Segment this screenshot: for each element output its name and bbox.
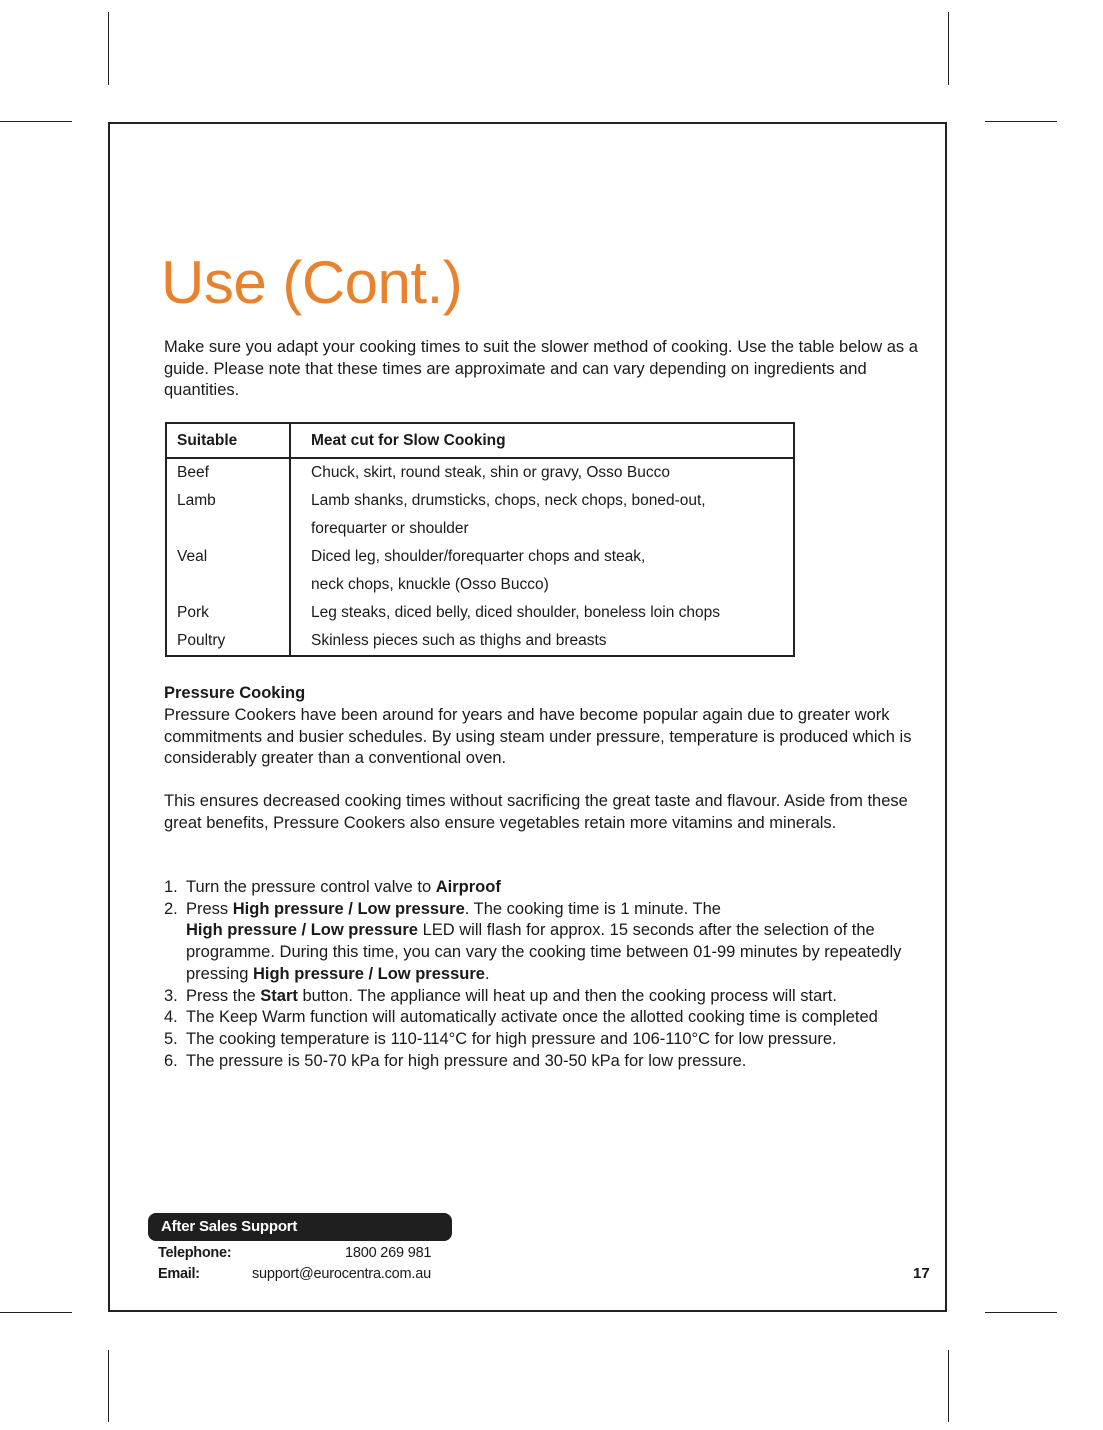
pressure-cooking-heading: Pressure Cooking <box>164 684 306 702</box>
table-row <box>166 571 794 599</box>
page-number: 17 <box>913 1265 930 1282</box>
crop-mark <box>108 12 109 85</box>
table-cell: Pork <box>166 599 290 627</box>
step-text: . The cooking time is 1 minute. The <box>464 899 721 918</box>
table-cell: Beef <box>166 458 290 487</box>
table-row <box>166 515 794 543</box>
table-cell <box>166 571 290 599</box>
pressure-paragraph-1: Pressure Cookers have been around for years and have become popular again due to greater work commitments and busier schedules. By using steam under pressure, temperature is produced which is considerably greater than a conventional oven. <box>164 706 912 768</box>
table-row <box>166 627 794 656</box>
crop-mark <box>0 121 72 122</box>
step-text: The cooking temperature is 110-114°C for high pressure and 106-110°C for low pressure. <box>186 1029 837 1048</box>
step-bold-text: High pressure / Low pressure <box>252 964 485 983</box>
crop-mark <box>0 1312 72 1313</box>
table-row <box>166 458 794 487</box>
crop-mark <box>948 12 949 85</box>
step-number: 5. <box>164 1029 178 1048</box>
email-address: support@eurocentra.com.au <box>252 1266 431 1282</box>
table-cell: Veal <box>166 543 290 571</box>
intro-paragraph: Make sure you adapt your cooking times to suit the slower method of cooking. Use the table below as a guide. Please note that these times are approximate and can vary depending on ingredients and quantities. <box>164 338 918 400</box>
table-row <box>166 487 794 515</box>
table-cell: Diced leg, shoulder/forequarter chops and steak, <box>311 548 646 565</box>
table-cell <box>166 515 290 543</box>
step-bold-text: Airproof <box>435 878 501 896</box>
telephone-number: 1800 269 981 <box>345 1245 432 1261</box>
pressure-steps-list <box>164 877 924 1072</box>
table-row <box>166 543 794 571</box>
table-cell: Lamb <box>166 487 290 515</box>
table-cell: forequarter or shoulder <box>311 520 469 537</box>
table-cell: Leg steaks, diced belly, diced shoulder, boneless loin chops <box>311 604 721 621</box>
crop-mark <box>985 121 1057 122</box>
crop-mark <box>948 1350 949 1422</box>
step-number: 3. <box>164 986 178 1005</box>
step-number: 4. <box>164 1008 178 1027</box>
list-item <box>164 986 924 1008</box>
list-item <box>164 877 924 899</box>
step-text: LED will flash for approx. 15 seconds after the selection of the programme. During this time, you can vary the cooking time between 01-99 minutes by repeatedly pressing <box>186 921 902 983</box>
after-sales-support-banner: After Sales Support <box>148 1213 452 1241</box>
step-text: Turn the pressure control valve to <box>186 878 436 896</box>
email-label: Email: <box>158 1266 200 1282</box>
table-cell: Skinless pieces such as thighs and breasts <box>311 632 607 649</box>
step-bold-text: High pressure / Low pressure <box>232 899 465 918</box>
step-bold-text: Start <box>260 986 298 1005</box>
step-number: 1. <box>164 878 178 896</box>
step-text: Press the <box>186 986 261 1005</box>
list-item <box>164 1051 924 1073</box>
column-header-meat-cut: Meat cut for Slow Cooking <box>290 423 794 458</box>
step-number: 6. <box>164 1051 178 1070</box>
list-item <box>164 1007 924 1029</box>
crop-mark <box>985 1312 1057 1313</box>
step-bold-text: High pressure / Low pressure <box>186 921 418 940</box>
column-header-suitable: Suitable <box>166 423 290 458</box>
crop-mark <box>108 1350 109 1422</box>
step-number: 2. <box>164 899 178 918</box>
list-item <box>164 1029 924 1051</box>
step-text: The pressure is 50-70 kPa for high pressure and 30-50 kPa for low pressure. <box>186 1051 747 1070</box>
step-text: . <box>484 964 490 983</box>
table-row <box>166 599 794 627</box>
slow-cooking-table <box>165 422 795 657</box>
pressure-paragraph-2: This ensures decreased cooking times without sacrificing the great taste and flavour. Aside from these great benefits, Pressure Cookers also ensure vegetables retain more vitamins and minerals. <box>164 792 908 832</box>
telephone-label: Telephone: <box>158 1245 232 1261</box>
table-cell: Chuck, skirt, round steak, shin or gravy, Osso Bucco <box>311 464 670 481</box>
step-text: button. The appliance will heat up and then the cooking process will start. <box>297 986 837 1005</box>
table-cell: Lamb shanks, drumsticks, chops, neck chops, boned-out, <box>311 492 706 509</box>
table-cell: neck chops, knuckle (Osso Bucco) <box>311 576 549 593</box>
table-cell: Poultry <box>166 627 290 656</box>
list-item <box>164 899 924 986</box>
table-header-row <box>166 423 794 458</box>
page-title: Use (Cont.) <box>161 249 463 316</box>
step-text: The Keep Warm function will automatically activate once the allotted cooking time is completed <box>186 1008 878 1027</box>
step-text: Press <box>186 899 233 918</box>
